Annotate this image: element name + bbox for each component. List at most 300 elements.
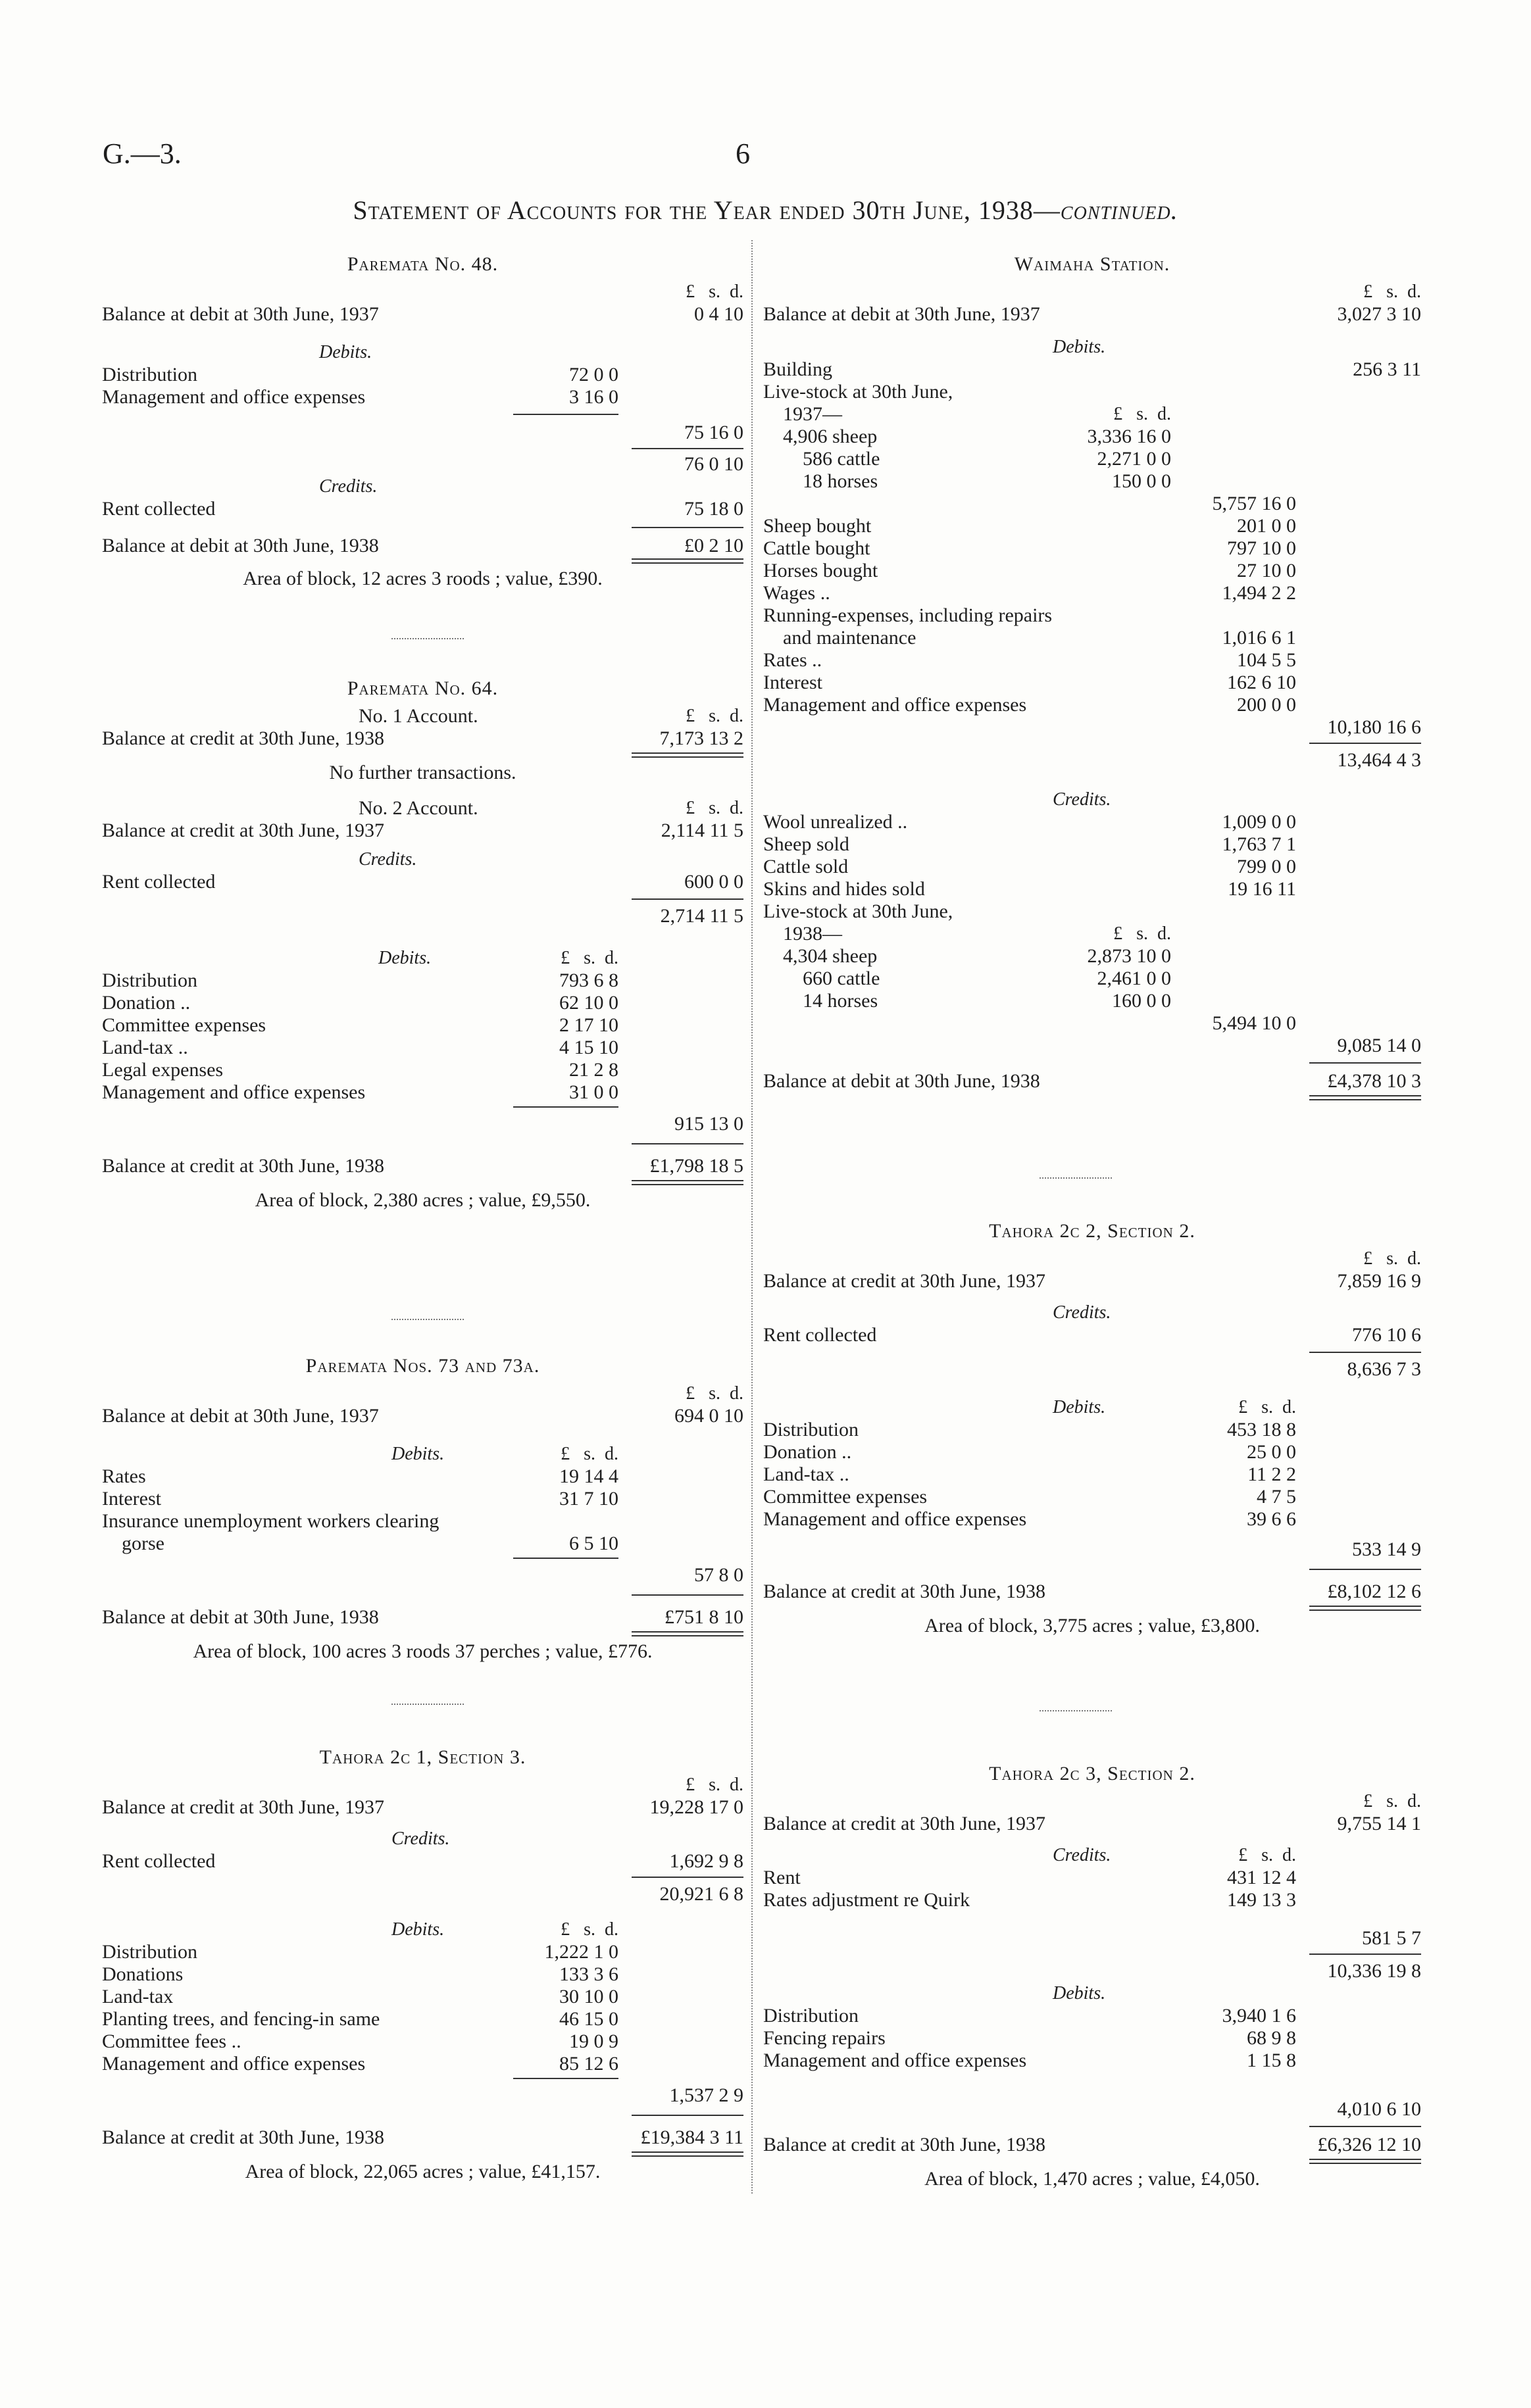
ledger-row [763, 1927, 1421, 1950]
row-label: Horses bought [763, 560, 878, 581]
ledger-row [102, 1533, 743, 1555]
pence-heading: d. [1407, 282, 1421, 302]
row-amount: 797 10 0 [1227, 537, 1296, 559]
row-label: Insurance unemployment workers clearing [102, 1510, 439, 1532]
row-label: Balance at credit at 30th June, 1937 [763, 1270, 1046, 1292]
row-label: Distribution [102, 1941, 198, 1963]
row-amount: £8,102 12 6 [1327, 1581, 1421, 1602]
subtotal-rule [632, 1594, 743, 1596]
section-paremata-64 [102, 677, 743, 1212]
row-amount: 13,464 4 3 [1337, 749, 1421, 771]
row-amount: £0 2 10 [684, 535, 743, 556]
ledger-row [102, 2053, 743, 2075]
ledger-row [763, 2098, 1421, 2121]
row-amount: 68 9 8 [1247, 2027, 1296, 2049]
ledger-row [763, 448, 1421, 470]
pence-heading: d. [1157, 404, 1171, 424]
row-label: Management and office expenses [102, 1081, 366, 1103]
row-label: Fencing repairs [763, 2027, 886, 2049]
row-label: Balance at credit at 30th June, 1937 [102, 820, 385, 841]
row-amount: 3,940 1 6 [1222, 2005, 1296, 2027]
ledger-row [102, 1405, 743, 1427]
row-label: Balance at debit at 30th June, 1937 [763, 303, 1040, 325]
section-separator [1040, 1710, 1112, 1711]
row-label: Wool unrealized .. [763, 811, 908, 833]
total-double-rule [632, 558, 743, 564]
ledger-row [102, 1850, 743, 1873]
row-label: Donations [102, 1963, 184, 1985]
row-label: Distribution [763, 2005, 859, 2027]
row-label: 1938— [783, 923, 842, 945]
section-separator [391, 638, 464, 639]
ledger-row [763, 900, 1421, 923]
row-amount: 30 10 0 [559, 1986, 618, 2007]
row-label: Cattle bought [763, 537, 870, 559]
ledger-row [763, 649, 1421, 672]
row-amount: 19 0 9 [569, 2030, 618, 2052]
row-amount: 694 0 10 [674, 1405, 743, 1427]
currency-heading [102, 1774, 743, 1796]
row-label: Balance at debit at 30th June, 1938 [102, 1606, 379, 1628]
ledger-row [763, 990, 1421, 1012]
section-paremata-73 [102, 1355, 743, 1663]
debits-heading-row [763, 336, 1421, 358]
currency-heading [763, 281, 1421, 303]
row-amount: 600 0 0 [684, 871, 743, 893]
row-label: Balance at credit at 30th June, 1938 [102, 2126, 385, 2148]
pence-heading: d. [1407, 1791, 1421, 1811]
row-label-cont: and maintenance [783, 627, 916, 649]
shilling-heading: s. [584, 1919, 595, 1940]
pound-heading: £ [561, 948, 570, 968]
subtotal-rule [513, 414, 618, 415]
row-amount: 5,494 10 0 [1212, 1012, 1296, 1034]
row-amount: 19 14 4 [559, 1465, 618, 1487]
row-label: Balance at credit at 30th June, 1938 [102, 1155, 385, 1177]
pence-heading: d. [730, 798, 743, 818]
ledger-row [763, 1358, 1421, 1381]
credits-heading: Credits. [1053, 1845, 1111, 1865]
row-amount: 133 3 6 [559, 1963, 618, 1985]
row-label: Donation .. [763, 1441, 852, 1463]
debits-heading: Debits. [1053, 1397, 1106, 1417]
ledger-row [102, 453, 743, 476]
subtotal-rule [1309, 1352, 1421, 1353]
ledger-row [763, 716, 1421, 739]
row-amount: 2,271 0 0 [1097, 448, 1171, 470]
section-title: Paremata No. 64. [347, 677, 499, 699]
section-separator [391, 1704, 464, 1705]
pound-heading: £ [1113, 923, 1123, 944]
shilling-heading: s. [709, 798, 720, 818]
ledger-row [763, 582, 1421, 604]
subtotal-rule [513, 2078, 618, 2079]
row-label: Balance at credit at 30th June, 1938 [763, 1581, 1046, 1602]
ledger-row [102, 2084, 743, 2107]
column-divider [751, 240, 753, 2194]
pence-heading: d. [1157, 923, 1171, 944]
shilling-heading: s. [1136, 404, 1148, 424]
ledger-row [102, 1081, 743, 1104]
ledger-row [763, 515, 1421, 537]
ledger-row [763, 604, 1421, 627]
section-separator [391, 1319, 464, 1320]
credits-heading-row [102, 1828, 743, 1850]
ledger-row [763, 749, 1421, 772]
section-paremata-48 [102, 253, 743, 590]
row-label: Planting trees, and fencing-in same [102, 2008, 380, 2030]
row-amount: 6 5 10 [569, 1533, 618, 1554]
section-tahora-2c2 [763, 1220, 1421, 1637]
ledger-row [763, 1270, 1421, 1292]
subtotal-rule [632, 448, 743, 449]
row-label: Management and office expenses [763, 1508, 1027, 1530]
ledger-row [763, 1324, 1421, 1346]
ledger-row [763, 1889, 1421, 1911]
row-label: 586 cattle [803, 448, 880, 470]
row-amount: 10,180 16 6 [1327, 716, 1421, 738]
row-label: Rent collected [102, 1850, 216, 1872]
left-column [102, 0, 743, 2408]
row-label: Running-expenses, including repairs [763, 604, 1053, 626]
debits-heading-row [763, 1982, 1421, 2005]
credits-heading: Credits. [1053, 789, 1111, 810]
debits-heading-row [102, 1919, 743, 1941]
pound-heading: £ [1363, 1248, 1373, 1269]
row-label: Balance at debit at 30th June, 1937 [102, 1405, 379, 1427]
row-label: Building [763, 358, 833, 380]
ledger-row [102, 1941, 743, 1963]
ledger-row [763, 1035, 1421, 1057]
row-amount: 2,714 11 5 [660, 905, 743, 927]
row-label: Rent [763, 1867, 801, 1888]
row-label: Committee fees .. [102, 2030, 241, 2052]
section-title: Tahora 2c 3, Section 2. [989, 1763, 1195, 1784]
currency-heading [763, 1790, 1421, 1813]
subtotal-rule [632, 1877, 743, 1878]
row-label: Interest [102, 1488, 161, 1510]
ledger-row [763, 833, 1421, 856]
currency-heading [763, 1248, 1421, 1270]
block-area-note: Area of block, 2,380 acres ; value, £9,550. [255, 1189, 591, 1211]
ledger-row [763, 672, 1421, 694]
row-label: Rent collected [102, 498, 216, 520]
ledger-row [102, 992, 743, 1014]
row-amount: 1,763 7 1 [1222, 833, 1296, 855]
ledger-row [102, 535, 743, 557]
row-amount: 9,085 14 0 [1337, 1035, 1421, 1056]
block-area-note: Area of block, 12 acres 3 roods ; value, £390. [243, 568, 603, 589]
ledger-row [763, 856, 1421, 878]
subtotal-rule [1309, 1953, 1421, 1955]
ledger-row [102, 1037, 743, 1059]
row-amount: 85 12 6 [559, 2053, 618, 2075]
ledger-row [763, 1813, 1421, 1835]
pound-heading: £ [1363, 282, 1373, 302]
row-amount: 1,016 6 1 [1222, 627, 1296, 649]
pound-heading: £ [561, 1919, 570, 1940]
row-label: Legal expenses [102, 1059, 224, 1081]
row-label: Land-tax [102, 1986, 174, 2007]
subtotal-rule [632, 898, 743, 900]
ledger-row [102, 970, 743, 992]
credits-heading-row [763, 1302, 1421, 1324]
pound-heading: £ [1363, 1791, 1373, 1811]
row-amount: 4,010 6 10 [1337, 2098, 1421, 2120]
row-amount: 25 0 0 [1247, 1441, 1296, 1463]
row-amount: 149 13 3 [1227, 1889, 1296, 1911]
pence-heading: d. [730, 706, 743, 726]
ledger-row [102, 1155, 743, 1177]
ledger-row [763, 923, 1421, 945]
shilling-heading: s. [1386, 1791, 1398, 1811]
total-double-rule [1309, 1606, 1421, 1611]
row-amount: 4 7 5 [1257, 1486, 1296, 1508]
row-label: Committee expenses [763, 1486, 928, 1508]
row-amount: 21 2 8 [569, 1059, 618, 1081]
block-area-note: Area of block, 22,065 acres ; value, £41,157. [245, 2161, 601, 2182]
section-title: Tahora 2c 2, Section 2. [989, 1220, 1195, 1242]
total-double-rule [632, 1631, 743, 1636]
section-separator [1040, 1177, 1112, 1179]
document-reference: G.—3. [103, 137, 182, 170]
row-amount: 431 12 4 [1227, 1867, 1296, 1888]
row-label: Balance at credit at 30th June, 1937 [763, 1813, 1046, 1834]
subtotal-rule [632, 1143, 743, 1144]
ledger-row [102, 871, 743, 893]
credits-heading: Credits. [391, 1829, 450, 1849]
pence-heading: d. [1282, 1845, 1296, 1865]
pence-heading: d. [730, 1383, 743, 1404]
credits-heading-row [102, 848, 743, 871]
ledger-row [102, 2030, 743, 2053]
row-label: Live-stock at 30th June, [763, 900, 953, 922]
row-label: Cattle sold [763, 856, 849, 877]
pound-heading: £ [561, 1444, 570, 1464]
ledger-row [102, 386, 743, 408]
ledger-row [763, 968, 1421, 990]
row-amount: 104 5 5 [1237, 649, 1296, 671]
ledger-row [102, 1796, 743, 1819]
pound-heading: £ [686, 706, 695, 726]
row-amount: 7,173 13 2 [659, 727, 743, 749]
row-amount: 256 3 11 [1353, 358, 1421, 380]
row-amount: 160 0 0 [1112, 990, 1171, 1012]
row-label: Balance at debit at 30th June, 1938 [763, 1070, 1040, 1092]
row-label: 4,906 sheep [783, 426, 878, 447]
ledger-row [102, 905, 743, 927]
shilling-heading: s. [1261, 1397, 1273, 1417]
ledger-row [102, 1963, 743, 1986]
debits-heading: Debits. [391, 1444, 445, 1464]
pence-heading: d. [605, 948, 618, 968]
debits-heading: Debits. [391, 1919, 445, 1940]
row-label: Rates .. [763, 649, 822, 671]
shilling-heading: s. [1386, 282, 1398, 302]
ledger-row [763, 1463, 1421, 1486]
pound-heading: £ [686, 1775, 695, 1795]
row-amount: 62 10 0 [559, 992, 618, 1014]
row-amount: 7,859 16 9 [1337, 1270, 1421, 1292]
account-heading-row [102, 705, 743, 727]
ledger-row [763, 1419, 1421, 1441]
no-further-transactions: No further transactions. [329, 762, 516, 783]
ledger-row [102, 1510, 743, 1533]
shilling-heading: s. [709, 706, 720, 726]
subtotal-rule [1309, 1569, 1421, 1570]
shilling-heading: s. [709, 1383, 720, 1404]
ledger-row [763, 627, 1421, 649]
pound-heading: £ [686, 1383, 695, 1404]
row-amount: 57 8 0 [694, 1564, 743, 1586]
row-label: Skins and hides sold [763, 878, 925, 900]
section-title: Paremata No. 48. [347, 253, 499, 275]
row-amount: 200 0 0 [1237, 694, 1296, 716]
shilling-heading: s. [584, 1444, 595, 1464]
credits-heading-row [102, 476, 743, 498]
ledger-row [763, 537, 1421, 560]
ledger-row [763, 560, 1421, 582]
subtotal-rule [632, 527, 743, 528]
row-amount: 2,461 0 0 [1097, 968, 1171, 989]
row-label: Rent collected [763, 1324, 877, 1346]
shilling-heading: s. [1386, 1248, 1398, 1269]
section-tahora-2c3 [763, 1763, 1421, 2190]
pence-heading: d. [1282, 1397, 1296, 1417]
ledger-row [102, 303, 743, 326]
row-label: Management and office expenses [102, 386, 366, 408]
ledger-row [102, 1113, 743, 1135]
debits-heading: Debits. [319, 342, 372, 362]
pence-heading: d. [605, 1444, 618, 1464]
row-amount: 76 0 10 [684, 453, 743, 475]
section-tahora-2c1 [102, 1746, 743, 2183]
ledger-row [102, 1883, 743, 1905]
row-amount: 1,537 2 9 [669, 2084, 743, 2106]
row-label: Rates adjustment re Quirk [763, 1889, 970, 1911]
row-label: Interest [763, 672, 822, 693]
ledger-row [763, 470, 1421, 493]
row-label: Donation .. [102, 992, 191, 1014]
ledger-row [102, 820, 743, 842]
ledger-row [763, 426, 1421, 448]
ledger-row [763, 303, 1421, 326]
row-amount: 201 0 0 [1237, 515, 1296, 537]
row-amount: 75 16 0 [684, 422, 743, 443]
ledger-row [763, 381, 1421, 403]
row-amount: £4,378 10 3 [1327, 1070, 1421, 1092]
ledger-row [102, 1014, 743, 1037]
total-double-rule [632, 1180, 743, 1185]
total-double-rule [1309, 1095, 1421, 1100]
account-heading: No. 2 Account. [359, 797, 478, 819]
debits-heading: Debits. [1053, 337, 1106, 357]
block-area-note: Area of block, 1,470 acres ; value, £4,050. [924, 2168, 1260, 2190]
row-amount: 453 18 8 [1227, 1419, 1296, 1440]
pound-heading: £ [1238, 1845, 1248, 1865]
row-amount: 1,009 0 0 [1222, 811, 1296, 833]
ledger-row [763, 493, 1421, 515]
total-double-rule [1309, 2159, 1421, 2164]
pound-heading: £ [686, 798, 695, 818]
row-amount: 39 6 6 [1247, 1508, 1296, 1530]
account-heading: No. 1 Account. [359, 705, 478, 727]
row-amount: 581 5 7 [1362, 1927, 1421, 1949]
row-label: Distribution [102, 364, 198, 385]
row-amount: 75 18 0 [684, 498, 743, 520]
debits-heading-row [102, 947, 743, 970]
row-amount: 1,222 1 0 [544, 1941, 618, 1963]
ledger-row [763, 945, 1421, 968]
row-amount: 776 10 6 [1352, 1324, 1421, 1346]
subtotal-rule [632, 2115, 743, 2116]
debits-heading: Debits. [378, 948, 432, 968]
right-column [763, 0, 1421, 2408]
row-amount: £1,798 18 5 [649, 1155, 743, 1177]
row-amount: 3 16 0 [569, 386, 618, 408]
row-amount: 20,921 6 8 [659, 1883, 743, 1905]
row-amount: £19,384 3 11 [640, 2126, 743, 2148]
row-amount: 27 10 0 [1237, 560, 1296, 581]
row-amount: £751 8 10 [665, 1606, 743, 1628]
page-title-continued: continued. [1060, 195, 1178, 225]
page-title-main: Statement of Accounts for the Year ended 30th June, 1938— [353, 195, 1061, 225]
debits-heading-row [102, 1443, 743, 1465]
row-amount: 8,636 7 3 [1347, 1358, 1421, 1380]
row-amount: 799 0 0 [1237, 856, 1296, 877]
ledger-row [763, 358, 1421, 381]
ledger-row [763, 1538, 1421, 1561]
shilling-heading: s. [1261, 1845, 1273, 1865]
ledger-row [102, 1564, 743, 1586]
section-title: Waimaha Station. [1014, 253, 1170, 275]
row-amount: 2,114 11 5 [661, 820, 743, 841]
ledger-row [102, 727, 743, 750]
ledger-row [102, 1465, 743, 1488]
row-amount: 11 2 2 [1247, 1463, 1296, 1485]
ledger-row [102, 1986, 743, 2008]
section-waimaha-station [763, 253, 1421, 1104]
subtotal-rule [1309, 1062, 1421, 1064]
row-amount: 162 6 10 [1227, 672, 1296, 693]
debits-heading-row [763, 1396, 1421, 1419]
row-amount: 793 6 8 [559, 970, 618, 991]
pound-heading: £ [686, 282, 695, 302]
subtotal-rule [1309, 743, 1421, 744]
row-amount: 19,228 17 0 [649, 1796, 743, 1818]
shilling-heading: s. [1136, 923, 1148, 944]
debits-heading: Debits. [1053, 1983, 1106, 2003]
ledger-row [102, 1059, 743, 1081]
row-amount: 1 15 8 [1247, 2050, 1296, 2071]
ledger-row [102, 364, 743, 386]
row-label: Balance at credit at 30th June, 1938 [763, 2134, 1046, 2155]
account-heading-row [102, 797, 743, 820]
row-label: Wages .. [763, 582, 830, 604]
credits-heading-row [763, 1844, 1421, 1867]
row-amount: 72 0 0 [569, 364, 618, 385]
pound-heading: £ [1113, 404, 1123, 424]
row-amount: 0 4 10 [694, 303, 743, 325]
credits-heading-row [763, 789, 1421, 811]
pence-heading: d. [605, 1919, 618, 1940]
ledger-row [763, 2005, 1421, 2027]
ledger-row [763, 2050, 1421, 2072]
row-label: 18 horses [803, 470, 878, 492]
row-label: Balance at debit at 30th June, 1937 [102, 303, 379, 325]
row-amount: 19 16 11 [1228, 878, 1296, 900]
row-amount: 915 13 0 [674, 1113, 743, 1135]
